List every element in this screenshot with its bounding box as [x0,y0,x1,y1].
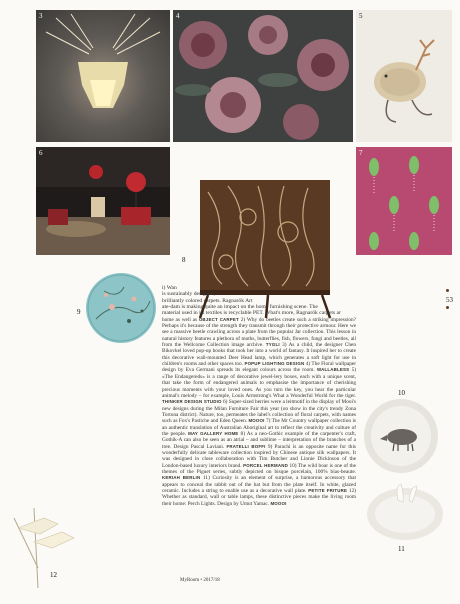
brand-name: MOOOI [270,500,287,506]
brand-name: FRATELLI BOFFI [226,443,266,449]
brand-name: MAY GALLERY HOME [188,430,239,436]
chinoiserie-plate-photo [84,271,158,345]
wild-boar-plate-photo [362,397,440,475]
body-text-run: 5) «The Endangereds» is a range of decorative jewel-lery boxes, each with a unique scent, that take the form of endangered animals to emphasise the importance of cherishing precious moments with your loved ones. As you turn the key, you hear the particular animal's melody – for example, Louis Armstrong's What a Wonderful World for the tiger. [162,367,356,399]
brand-name: TYGLI [265,342,280,348]
page-marker-dot [446,306,449,309]
figure-number-4: 4 [176,12,180,20]
body-text-run: 2) Why do beetles create such a striking impression? Perhaps it's because of the strength they transmit through their protective armour. Here we see a massive beetle crawling across a plate from the popular Jar collection. This lesson in natural history features a plethora of moths, butterflies, fish, flowers, fungi and beetles, all from the Wellcome Collection image archive. [162,316,356,349]
brand-name: WALLABLESS [317,367,350,373]
perch-lamp-photo [4,508,80,588]
page-number: 53 [446,296,453,304]
figure-number-8: 8 [182,256,186,264]
figure-number-5: 5 [359,12,363,20]
rabbit-plate-photo [365,480,445,542]
figure-number-7: 7 [359,149,363,157]
body-text-run: 6) Super-sized berries were a leitmotif in the display of Mooi's new designs during the Milan Furniture Fair this year (on show in the city's trendy Zona Tortona district). Nature, too, permeates the label's collection of floral carpets, with names such as Fox's Pastiche and Eden Queen. [162,399,356,425]
body-text-run: 12) Whether as standard, wall or table lamps, these distinctive pieces make the living room their home: Perch Lights. Design by Umut Yamac. [162,488,356,507]
brand-name: KERIAH BERLIN [162,475,201,481]
body-text-run: 8) As a neo-Gothic example of the carpenter's craft, Gothik-A can also be seen as an atrial – and sublime – interpretation of the branches of a tree. Design Pascal Laviani. [162,430,356,450]
body-text-run: 3) As a child, the designer Chen Bikovkel loved pop-up books that took her into a world of fantasy. It inspired her to create this decorative wall-mounted Deer Head lamp, which generates a soft light for use in children's rooms and other spaces too. [162,342,356,368]
body-text-run: 11) Curiosity is an element of surprise, a humorous accessory that appears to conceal the rabbit out of the hat but from the plate itself. In white, glazed ceramic. Includes a string to enable use as a decorative wall plate. [162,475,356,494]
brand-name: MOOOI [248,418,265,424]
intro-line-4: ate-dam is making quite an impact on the home furnishing scene. The [162,304,318,311]
showroom-photo [36,147,170,255]
body-text-run: 4) The Floral wallpaper design by Eva Germani spreads its elegant colours across the room. [162,361,356,374]
intro-line-2: is sustainably designed, [162,291,215,298]
pink-aboriginal-wallpaper-photo [356,147,452,255]
figure-number-6: 6 [39,149,43,157]
page-footer: MyRoom • 2017/18 [180,578,220,583]
deer-head-lamp-photo [36,10,170,142]
body-text-run: 10) The wild boar is one of the themes of the Piguet series, subtly depicted on bisque porcelain, 100% bias-beaute. [162,462,356,475]
article-body-text [162,285,356,575]
body-text-run: 9) Parachi is an opposite name for this wonderfully delicate tableware collection inspired by Chinese antique silk wallpapers. It was designed in close collaboration with Tim Butcher and Linnie Dickinson of the London-based luxury interiors brand. [162,443,356,469]
brand-name: POPUP LIGHTING DESIGN [244,361,305,367]
brand-name: PETITE FRITURE [308,488,348,493]
brand-name: THINKER DESIGN STUDIO [162,399,222,405]
brand-name: OBJECT CARPET [198,316,239,322]
page-marker-dot [446,289,449,292]
intro-line-3: brilliantly colored carpets. Ragnarök Art [162,297,253,304]
figure-number-9: 9 [77,308,81,316]
article-paragraph [162,317,356,507]
intro-line-1: i) Wan [162,285,177,291]
figure-number-10: 10 [398,389,405,397]
intro-line-5: material used in its textiles is recyclable PET. What's more, Ragnarök carpets ar [162,310,341,317]
animal-jewellery-box-photo [356,10,452,142]
body-text-run: 7) The Mr Country wallpaper collection is an authentic translation of Australian Aboriginal art to reflect the creativity and culture of the people. [162,418,356,437]
figure-number-3: 3 [39,12,43,20]
body-text-run: home as well as [162,316,199,323]
figure-number-11: 11 [398,545,405,553]
brand-name: PORCEL HERMAND [243,462,288,468]
figure-number-12: 12 [50,571,57,579]
floral-wallpaper-photo [173,10,353,142]
